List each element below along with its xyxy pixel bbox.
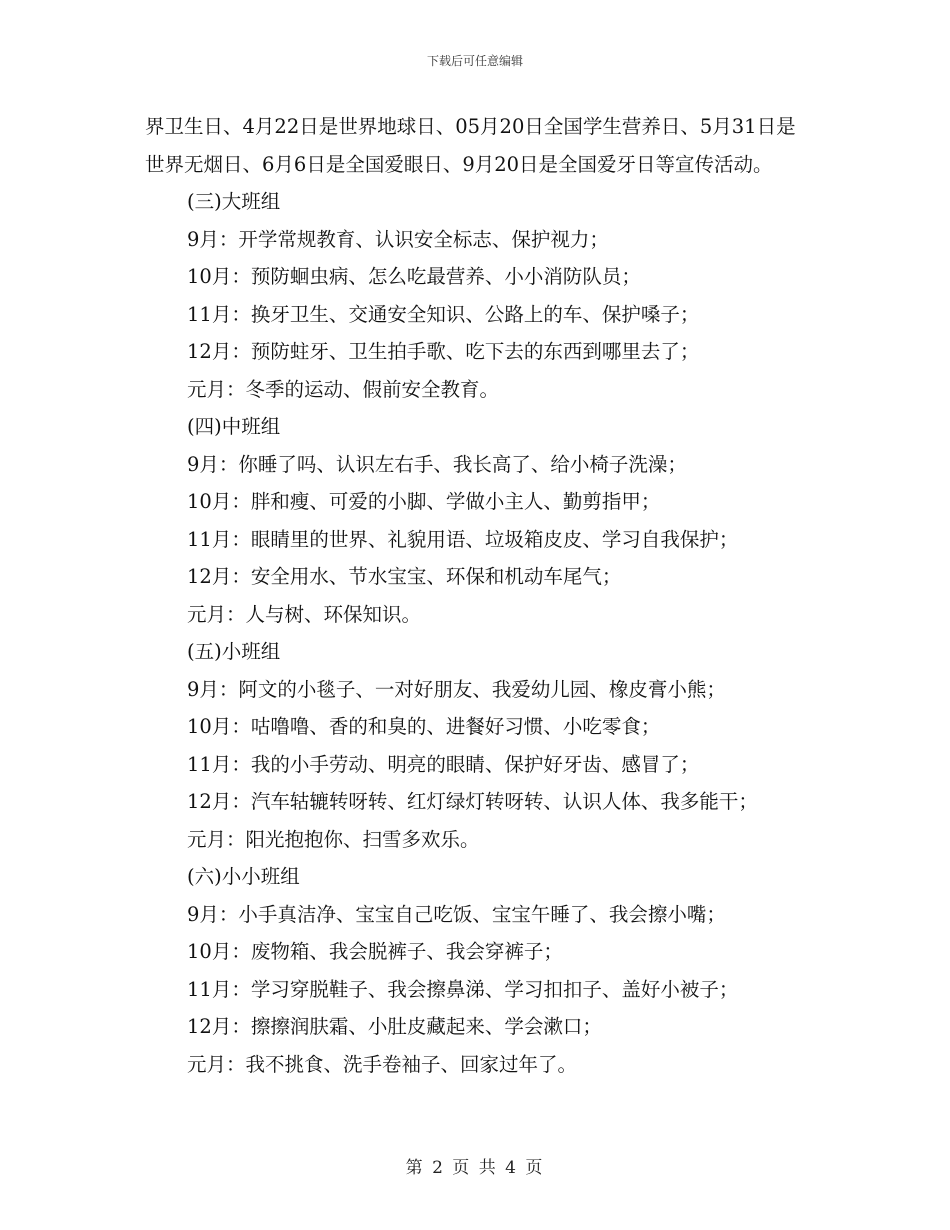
month-item: 12月：预防蛀牙、卫生拍手歌、吃下去的东西到哪里去了； — [187, 340, 700, 363]
section-middle-class — [145, 408, 815, 633]
section-large-class — [145, 183, 815, 408]
month-item: 9月：开学常规教育、认识安全标志、保护视力； — [187, 227, 609, 251]
month-item: 元月：冬季的运动、假前安全教育。 — [187, 377, 500, 401]
intro-paragraph: 界卫生日、4月22日是世界地球日、05月20日全国学生营养日、5月31日是世界无烟日、6月6日是全国爱眼日、9月20日是全国爱牙日等宣传活动。 — [145, 115, 796, 176]
month-item: 9月：你睡了吗、认识左右手、我长高了、给小椅子洗澡； — [187, 452, 687, 476]
page-header-note: 下载后可任意编辑 — [426, 54, 523, 68]
month-item: 11月：我的小手劳动、明亮的眼睛、保护好牙齿、感冒了； — [187, 752, 700, 776]
month-item: 元月：我不挑食、洗手卷袖子、回家过年了。 — [187, 1052, 578, 1076]
section-heading: (三)大班组 — [187, 190, 281, 213]
month-item: 11月：眼睛里的世界、礼貌用语、垃圾箱皮皮、学习自我保护； — [187, 527, 739, 551]
section-nursery-class — [145, 858, 815, 1083]
month-item: 10月：预防蛔虫病、怎么吃最营养、小小消防队员； — [187, 265, 641, 288]
month-item: 元月：阳光抱抱你、扫雪多欢乐。 — [187, 827, 480, 851]
page-number-footer: 第 2 页 共 4 页 — [405, 1158, 545, 1178]
month-item: 12月：汽车轱辘转呀转、红灯绿灯转呀转、认识人体、我多能干； — [187, 790, 758, 813]
month-item: 元月：人与树、环保知识。 — [187, 602, 422, 626]
month-item: 9月：阿文的小毯子、一对好朋友、我爱幼儿园、橡皮膏小熊； — [187, 677, 726, 701]
month-item: 10月：咕噜噜、香的和臭的、进餐好习惯、小吃零食； — [187, 715, 661, 738]
month-item: 10月：废物箱、我会脱裤子、我会穿裤子； — [187, 940, 563, 963]
month-item: 12月：擦擦润肤霜、小肚皮藏起来、学会漱口； — [187, 1015, 602, 1038]
section-small-class — [145, 633, 815, 858]
month-item: 11月：学习穿脱鞋子、我会擦鼻涕、学习扣扣子、盖好小被子； — [187, 977, 739, 1001]
section-heading: (六)小小班组 — [187, 865, 300, 888]
month-item: 9月：小手真洁净、宝宝自己吃饭、宝宝午睡了、我会擦小嘴； — [187, 902, 726, 926]
month-item: 10月：胖和瘦、可爱的小脚、学做小主人、勤剪指甲； — [187, 490, 661, 513]
document-body — [145, 108, 815, 1083]
section-heading: (五)小班组 — [187, 640, 281, 663]
month-item: 11月：换牙卫生、交通安全知识、公路上的车、保护嗓子； — [187, 302, 700, 326]
section-heading: (四)中班组 — [187, 415, 281, 438]
month-item: 12月：安全用水、节水宝宝、环保和机动车尾气； — [187, 565, 622, 588]
